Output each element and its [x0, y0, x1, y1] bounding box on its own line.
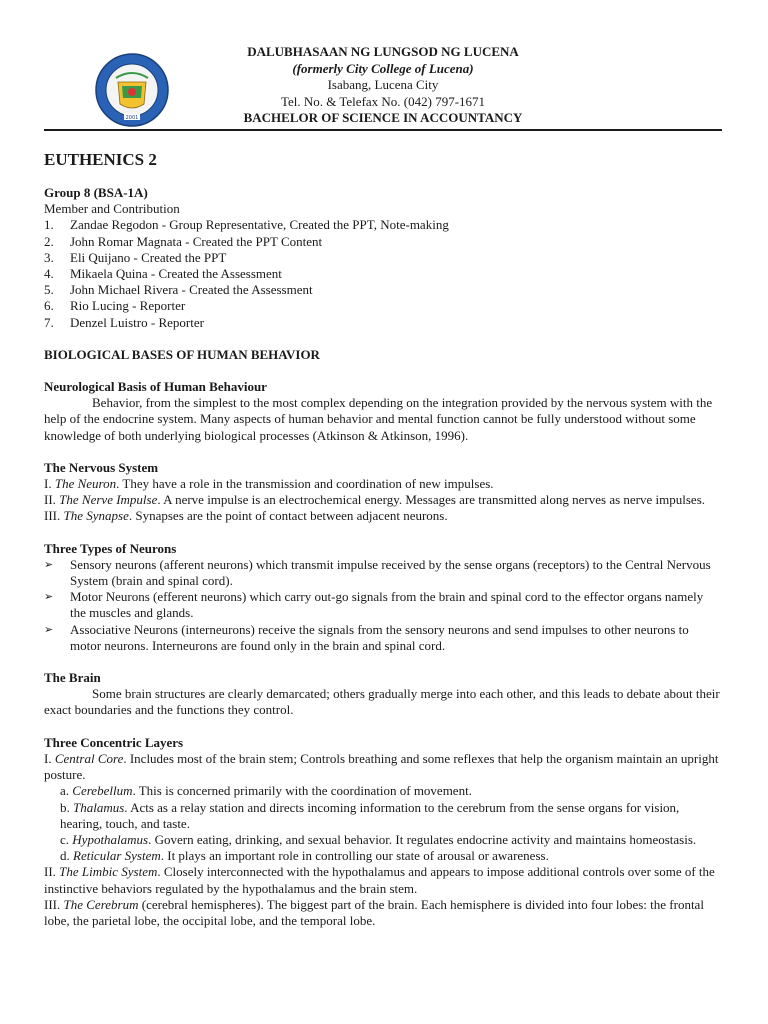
section-heading: Three Concentric Layers [44, 734, 184, 750]
list-item [44, 783, 722, 799]
program-name: BACHELOR OF SCIENCE IN ACCOUNTANCY [243, 110, 523, 125]
item-text: . Synapses are the point of contact between adjacent neurons. [128, 508, 448, 524]
list-item [44, 589, 722, 621]
layer-core: I. Central Core. Includes most of the brain stem; Controls breathing and some reflexes that help the organism maintain an upright posture. [44, 750, 719, 783]
list-item [44, 250, 722, 266]
list-text: Motor Neurons (efferent neurons) which carry out-go signals from the brain and spinal cord to the effector organs namely the muscles and glands. [70, 589, 704, 621]
institution-name: DALUBHASAAN NG LUNGSOD NG LUCENA [247, 44, 519, 59]
section-heading: Three Types of Neurons [44, 540, 177, 556]
item-prefix: III. [44, 508, 64, 524]
list-number: 1. [44, 217, 54, 233]
item-text: . They have a role in the transmission and coordination of new impulses. [116, 476, 494, 492]
list-text: John Romar Magnata - Created the PPT Content [70, 233, 323, 249]
list-item [44, 315, 722, 331]
list-text: Sensory neurons (afferent neurons) which transmit impulse received by the sense organs (receptors) to the Central Nervous System (brain and spinal cord). [70, 556, 711, 589]
item-term: The Synapse [63, 508, 129, 524]
list-item [44, 217, 722, 233]
item-text: . A nerve impulse is an electrochemical energy. Messages are transmitted along nerves as nerve impulses. [157, 492, 706, 508]
list-text: John Michael Rivera - Created the Assessment [70, 282, 313, 298]
item-prefix: c. [60, 831, 73, 847]
list-number: 3. [44, 249, 54, 265]
section-heading: The Nervous System [44, 459, 159, 475]
arrow-bullet-icon: ➢ [44, 558, 54, 571]
nervous-items [44, 476, 722, 525]
list-text: Mikaela Quina - Created the Assessment [70, 266, 282, 282]
header-divider [44, 129, 722, 131]
neuro-section [44, 379, 722, 444]
list-item [44, 557, 722, 589]
item-term: Cerebellum [72, 783, 133, 799]
list-number: 5. [44, 282, 54, 298]
list-number: 7. [44, 314, 54, 330]
former-name: (formerly City College of Lucena) [292, 60, 474, 76]
item-term: The Neuron [54, 476, 117, 492]
doc-title: EUTHENICS 2 [44, 150, 157, 169]
neurons-list [44, 557, 722, 654]
list-text: Rio Lucing - Reporter [70, 298, 186, 314]
layers-section [44, 735, 722, 929]
list-item [44, 832, 722, 848]
item-term: Hypothalamus [72, 831, 149, 847]
list-item [44, 476, 722, 492]
item-term: Reticular System [73, 848, 161, 864]
list-item [44, 800, 722, 832]
main-heading: BIOLOGICAL BASES OF HUMAN BEHAVIOR [44, 346, 320, 362]
document-body [44, 149, 722, 929]
item-text: . It plays an important role in controlling our state of arousal or awareness. [160, 848, 549, 864]
list-text: Zandae Regodon - Group Representative, Created the PPT, Note-making [70, 217, 449, 233]
svg-text:2001: 2001 [125, 115, 139, 121]
list-item [44, 508, 722, 524]
item-prefix: I. [44, 476, 55, 492]
group-title: Group 8 (BSA-1A) [44, 185, 148, 200]
item-text: . Govern eating, drinking, and sexual behavior. It regulates endocrine activity and maintains homeostasis. [148, 831, 697, 847]
phone: Tel. No. & Telefax No. (042) 797-1671 [280, 93, 486, 109]
group-subtitle: Member and Contribution [44, 201, 180, 217]
arrow-bullet-icon: ➢ [44, 623, 54, 636]
item-prefix: d. [60, 848, 73, 864]
item-prefix: II. [44, 492, 60, 508]
list-text: Denzel Luistro - Reporter [70, 314, 204, 330]
section-heading: Neurological Basis of Human Behaviour [44, 379, 267, 395]
list-number: 2. [44, 233, 54, 249]
list-item [44, 282, 722, 298]
list-number: 4. [44, 266, 54, 282]
layer-limbic: II. The Limbic System. Closely interconnected with the hypothalamus and appears to impose additional controls over some of the instinctive behaviors regulated by the hypothalamus and the brain stem. [44, 864, 715, 896]
item-text: . This is concerned primarily with the coordination of movement. [132, 783, 472, 799]
list-text: Associative Neurons (interneurons) receive the signals from the sensory neurons and send impulses to other neurons to motor neurons. Interneurons are found only in the brain and spinal cord. [70, 621, 689, 653]
layer-subitems [44, 783, 722, 864]
section-heading: The Brain [44, 670, 101, 686]
nervous-section [44, 460, 722, 525]
list-item [44, 848, 722, 864]
item-text: . Acts as a relay station and directs incoming information to the cerebrum from the sense organs for vision, hearing, touch, and taste. [60, 799, 680, 831]
item-term: Thalamus [73, 799, 125, 815]
paragraph: Some brain structures are clearly demarcated; others gradually merge into each other, and this leads to debate about their exact boundaries and the functions they control. [44, 686, 720, 718]
neurons-section [44, 541, 722, 654]
letterhead [44, 44, 722, 130]
list-item [44, 234, 722, 250]
list-item [44, 298, 722, 314]
members-list [44, 217, 722, 330]
list-number: 6. [44, 298, 54, 314]
group-section [44, 185, 722, 331]
arrow-bullet-icon: ➢ [44, 591, 54, 604]
address: Isabang, Lucena City [327, 77, 439, 92]
list-item [44, 492, 722, 508]
layer-cerebrum: III. The Cerebrum (cerebral hemispheres). The biggest part of the brain. Each hemisphere is divided into four lobes: the frontal lobe, the parietal lobe, the occipital lobe, and the temporal lobe. [44, 896, 704, 928]
list-item [44, 266, 722, 282]
list-text: Eli Quijano - Created the PPT [70, 249, 227, 265]
item-prefix: a. [60, 783, 73, 799]
brain-section [44, 670, 722, 719]
paragraph: Behavior, from the simplest to the most complex depending on the integration provided by the nervous system with the help of the endocrine system. Many aspects of human behavior and mental function cannot be fully understood without some knowledge of both underlying biological processes (Atkinson & Atkinson, 1996). [44, 395, 713, 443]
item-term: The Nerve Impulse [59, 492, 158, 508]
item-prefix: b. [60, 799, 73, 815]
list-item [44, 622, 722, 654]
